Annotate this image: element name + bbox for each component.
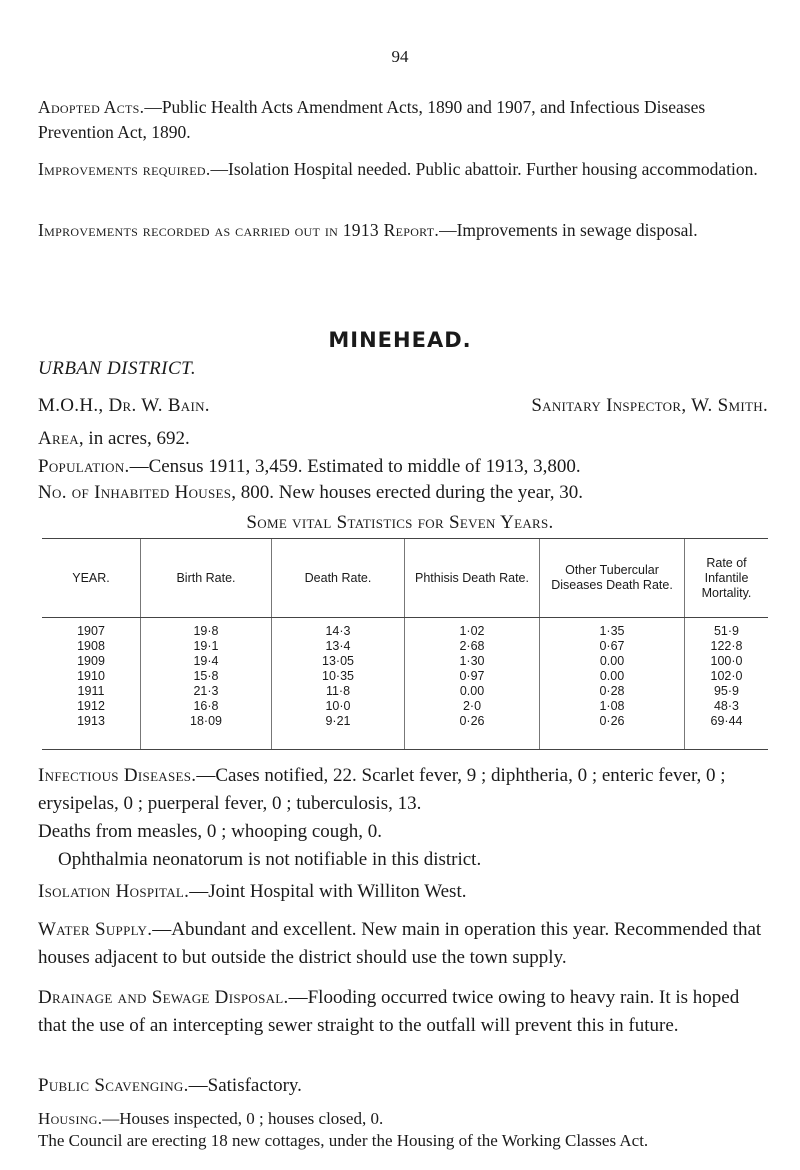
table-row: [42, 699, 768, 714]
cell-other-tubercular: 0.00: [540, 654, 685, 669]
cell-death-rate: 14·3: [272, 618, 405, 640]
population-text: —Census 1911, 3,459. Estimated to middle of 1913, 3,800.: [129, 456, 581, 477]
cell-year: 1911: [77, 684, 105, 698]
houses-line: [38, 482, 768, 504]
cell-phthisis: 0.00: [405, 684, 540, 699]
cell-other-tubercular: 0·26: [540, 714, 685, 750]
improvements-recorded-text: —Improvements in sewage disposal.: [439, 220, 698, 240]
table-header-row: [42, 539, 768, 618]
population-heading: Population.: [38, 456, 130, 477]
isolation-hospital-text: —Joint Hospital with Williton West.: [189, 881, 467, 902]
cell-infantile: 69·44: [685, 714, 769, 750]
cell-phthisis: 2·0: [405, 699, 540, 714]
area-text: , in acres, 692.: [78, 428, 190, 449]
cell-year: 1910: [77, 669, 105, 683]
drainage-heading: Drainage and Sewage Disposal.: [38, 987, 289, 1008]
cell-other-tubercular: 1·08: [540, 699, 685, 714]
header-phthisis-death-rate: Phthisis Death Rate.: [405, 539, 540, 618]
improvements-required-text: —Isolation Hospital needed. Public abattoir. Further housing accommodation.: [210, 159, 758, 179]
population-line: [38, 456, 768, 478]
cell-other-tubercular: 0·67: [540, 639, 685, 654]
infectious-diseases-text: —Cases notified, 22. Scarlet fever, 9 ; diphtheria, 0 ; enteric fever, 0 ; erysipelas, 0 ; puerperal fever, 0 ; tuberculosis, 13.: [38, 765, 726, 814]
cell-birth-rate: 21·3: [141, 684, 272, 699]
header-year: YEAR.: [42, 539, 141, 618]
cell-phthisis: 2·68: [405, 639, 540, 654]
water-supply-text: —Abundant and excellent. New main in operation this year. Recommended that houses adjacent to but outside the district should use the town supply.: [38, 919, 762, 968]
header-death-rate: Death Rate.: [272, 539, 405, 618]
cell-birth-rate: 16·8: [141, 699, 272, 714]
cell-death-rate: 11·8: [272, 684, 405, 699]
improvements-required-paragraph: [38, 157, 768, 182]
scavenging-heading: Public Scavenging.: [38, 1075, 189, 1096]
scavenging-text: —Satisfactory.: [188, 1075, 302, 1096]
adopted-acts-paragraph: [38, 95, 768, 145]
cell-other-tubercular: 0.00: [540, 669, 685, 684]
housing-text: —Houses inspected, 0 ; houses closed, 0.: [102, 1109, 384, 1128]
cell-infantile: 48·3: [685, 699, 769, 714]
area-heading: Area: [38, 428, 79, 449]
cell-year: 1908: [77, 639, 105, 653]
header-birth-rate: Birth Rate.: [141, 539, 272, 618]
housing-heading: Housing.: [38, 1109, 103, 1128]
cell-year: 1909: [77, 654, 105, 668]
cell-year: 1912: [77, 699, 105, 713]
header-infantile-mortality: Rate of Infantile Mortality.: [685, 539, 769, 618]
cell-birth-rate: 19·4: [141, 654, 272, 669]
drainage-text: —Flooding occurred twice owing to heavy rain. It is hoped that the use of an intercepting sewer straight to the outfall will prevent this in future.: [38, 987, 740, 1036]
adopted-acts-heading: Adopted Acts.: [38, 97, 145, 117]
cell-death-rate: 13·4: [272, 639, 405, 654]
area-line: [38, 428, 768, 450]
cell-phthisis: 1·30: [405, 654, 540, 669]
cell-phthisis: 1·02: [405, 618, 540, 640]
cell-infantile: 122·8: [685, 639, 769, 654]
vital-statistics-table: [42, 538, 768, 750]
cell-infantile: 95·9: [685, 684, 769, 699]
table-row: [42, 639, 768, 654]
cell-other-tubercular: 0·28: [540, 684, 685, 699]
cell-phthisis: 0·97: [405, 669, 540, 684]
cell-other-tubercular: 1·35: [540, 618, 685, 640]
cell-birth-rate: 15·8: [141, 669, 272, 684]
water-supply-paragraph: [38, 916, 768, 972]
moh-text: M.O.H., Dr. W. Bain.: [38, 395, 210, 416]
houses-heading: No. of Inhabited Houses: [38, 482, 232, 503]
housing-paragraph: [38, 1108, 768, 1152]
table-row: [42, 654, 768, 669]
housing-cottages-line: The Council are erecting 18 new cottages, under the Housing of the Working Classes Act.: [38, 1131, 649, 1150]
cell-infantile: 100·0: [685, 654, 769, 669]
drainage-paragraph: [38, 984, 768, 1040]
header-other-tubercular: Other Tubercular Diseases Death Rate.: [540, 539, 685, 618]
cell-year: 1907: [77, 624, 105, 638]
improvements-required-heading: Improvements required.: [38, 159, 211, 179]
table-row: [42, 684, 768, 699]
isolation-hospital-heading: Isolation Hospital.: [38, 881, 190, 902]
adopted-acts-text: —Public Health Acts Amendment Acts, 1890 and 1907, and Infectious Diseases Prevention Act, 1890.: [38, 97, 706, 142]
table-title: Some vital Statistics for Seven Years.: [246, 512, 554, 533]
improvements-recorded-paragraph: [38, 218, 768, 243]
table-row: [42, 714, 768, 750]
cell-death-rate: 13·05: [272, 654, 405, 669]
deaths-line: Deaths from measles, 0 ; whooping cough, 0.: [38, 821, 383, 842]
isolation-hospital-paragraph: [38, 878, 768, 906]
cell-infantile: 51·9: [685, 618, 769, 640]
houses-text: , 800. New houses erected during the year, 30.: [231, 482, 583, 503]
cell-birth-rate: 18·09: [141, 714, 272, 750]
cell-birth-rate: 19·1: [141, 639, 272, 654]
table-row: [42, 618, 768, 640]
cell-birth-rate: 19·8: [141, 618, 272, 640]
infectious-diseases-heading: Infectious Diseases.: [38, 765, 197, 786]
cell-death-rate: 9·21: [272, 714, 405, 750]
ophthalmia-line: Ophthalmia neonatorum is not notifiable in this district.: [58, 849, 482, 870]
cell-death-rate: 10·35: [272, 669, 405, 684]
officers-line: [38, 395, 768, 417]
district-heading: URBAN DISTRICT.: [38, 358, 197, 379]
improvements-recorded-heading: Improvements recorded as carried out in 1913 Report.: [38, 220, 440, 240]
infectious-diseases-paragraph: [38, 762, 768, 874]
cell-infantile: 102·0: [685, 669, 769, 684]
table-row: [42, 669, 768, 684]
sanitary-inspector-text: Sanitary Inspector, W. Smith.: [531, 395, 768, 416]
scavenging-paragraph: [38, 1072, 768, 1100]
town-heading: MINEHEAD.: [328, 328, 472, 352]
page-number: 94: [391, 47, 409, 66]
water-supply-heading: Water Supply.: [38, 919, 153, 940]
cell-year: 1913: [42, 714, 141, 750]
cell-phthisis: 0·26: [405, 714, 540, 750]
cell-death-rate: 10·0: [272, 699, 405, 714]
